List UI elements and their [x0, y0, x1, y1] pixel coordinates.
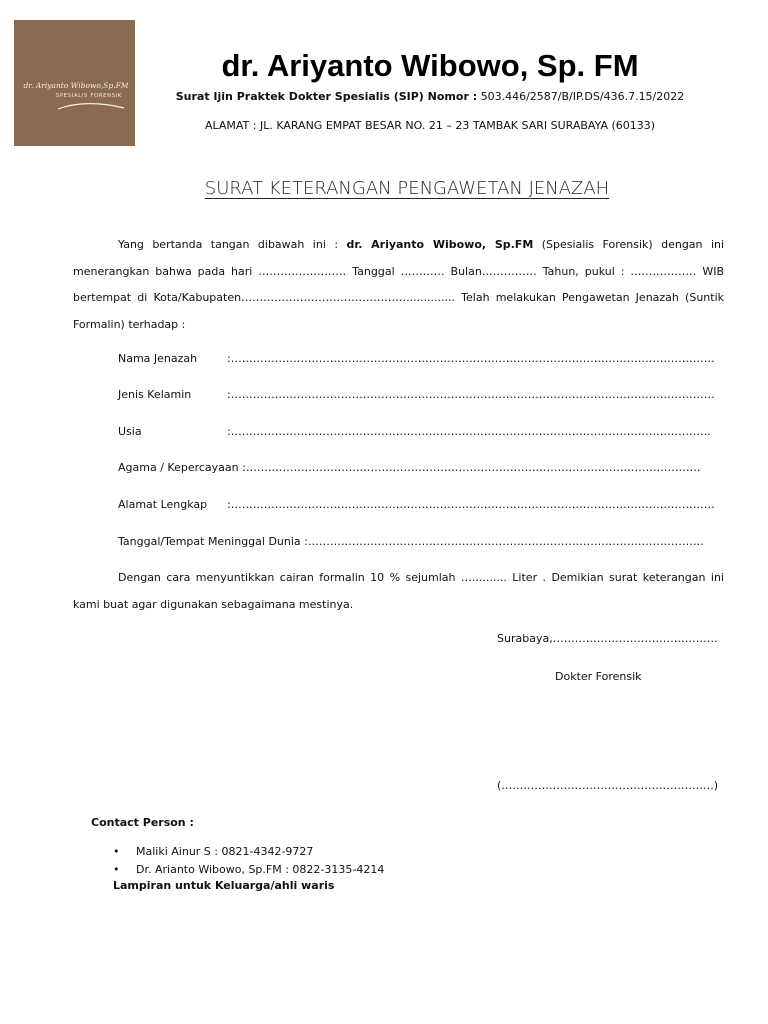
- field-blank: :…………………………………………………………………………………………………………………..: [227, 425, 711, 438]
- closing-paragraph: Dengan cara menyuntikkan cairan formalin 10 % sejumlah ….......... Liter . Demikian surat keterangan ini kami buat agar digunakan sebagaimana mestinya.: [73, 571, 724, 611]
- signature-place-date: Surabaya,………………………………………: [497, 632, 718, 645]
- field-label: Alamat Lengkap: [118, 498, 208, 511]
- field-blank: :……………………………………………………………………………………………………………………: [227, 352, 715, 365]
- field-blank: :……………………………………………………………………………………………………………………: [227, 498, 715, 511]
- field-label: Usia: [118, 425, 142, 438]
- doctor-name: dr. Ariyanto Wibowo, Sp. FM: [221, 48, 639, 83]
- sip-line: [150, 90, 710, 103]
- field-label: Agama / Kepercayaan :: [118, 461, 246, 474]
- field-row-agama: [118, 461, 700, 474]
- logo-subtitle: SPESIALIS FORENSIK: [55, 93, 123, 99]
- document-title-text: SURAT KETERANGAN PENGAWETAN JENAZAH: [204, 178, 610, 199]
- sip-label: Surat Ijin Praktek Dokter Spesialis (SIP) Nomor :: [175, 90, 478, 103]
- field-row-alamat: [118, 498, 715, 511]
- signer-name: dr. Ariyanto Wibowo, Sp.FM: [346, 238, 534, 251]
- intro-part-1: Yang bertanda tangan dibawah ini :: [118, 238, 339, 251]
- clinic-logo: [14, 20, 135, 146]
- intro-paragraph: [73, 232, 724, 338]
- clinic-address: ALAMAT : JL. KARANG EMPAT BESAR NO. 21 – 23 TAMBAK SARI SURABAYA (60133): [204, 119, 656, 132]
- attachment-note: Lampiran untuk Keluarga/ahli waris: [113, 879, 335, 892]
- field-blank: ………………………………………………………………………………………………: [307, 535, 704, 548]
- field-label: Jenis Kelamin: [118, 388, 192, 401]
- contact-item: [113, 843, 384, 861]
- contact-item-text: Dr. Arianto Wibowo, Sp.FM : 0822-3135-4214: [136, 863, 385, 876]
- sip-number: 503.446/2587/B/IP.DS/436.7.15/2022: [480, 90, 685, 103]
- field-blank: :……………………………………………………………………………………………………………………: [227, 388, 715, 401]
- bullet-icon: •: [113, 863, 120, 876]
- intro-part-2: (Spesialis Forensik) dengan ini menerangkan bahwa pada hari …………………… Tanggal ………… Bulan…………… Tahun, pukul : ……………… WIB bertempat di Kota/Kabupaten……………………………………….............. Telah melakukan Pengawetan Jenazah (Suntik Formalin) terhadap :: [73, 238, 725, 331]
- field-label: Nama Jenazah: [118, 352, 198, 365]
- signature-name-blank: (………………………………………………….): [497, 779, 719, 792]
- contact-list: [113, 843, 384, 879]
- field-row-tanggal-tempat-meninggal: [118, 535, 704, 548]
- signature-role: Dokter Forensik: [555, 670, 642, 683]
- field-row-usia: [118, 425, 711, 438]
- field-blank: …………………………………………………………………………………………………………….: [245, 461, 701, 474]
- document-title: [0, 178, 768, 199]
- field-label: Tanggal/Tempat Meninggal Dunia :: [118, 535, 308, 548]
- contact-item: [113, 861, 384, 879]
- field-row-nama-jenazah: [118, 352, 715, 365]
- logo-script-text: dr. Ariyanto Wibowo,Sp.FM: [23, 81, 129, 90]
- contact-item-text: Maliki Ainur S : 0821-4342-9727: [136, 845, 314, 858]
- bullet-icon: •: [113, 845, 120, 858]
- logo-swoosh-icon: [56, 100, 126, 114]
- field-row-jenis-kelamin: [118, 388, 715, 401]
- contact-title: Contact Person :: [91, 816, 194, 829]
